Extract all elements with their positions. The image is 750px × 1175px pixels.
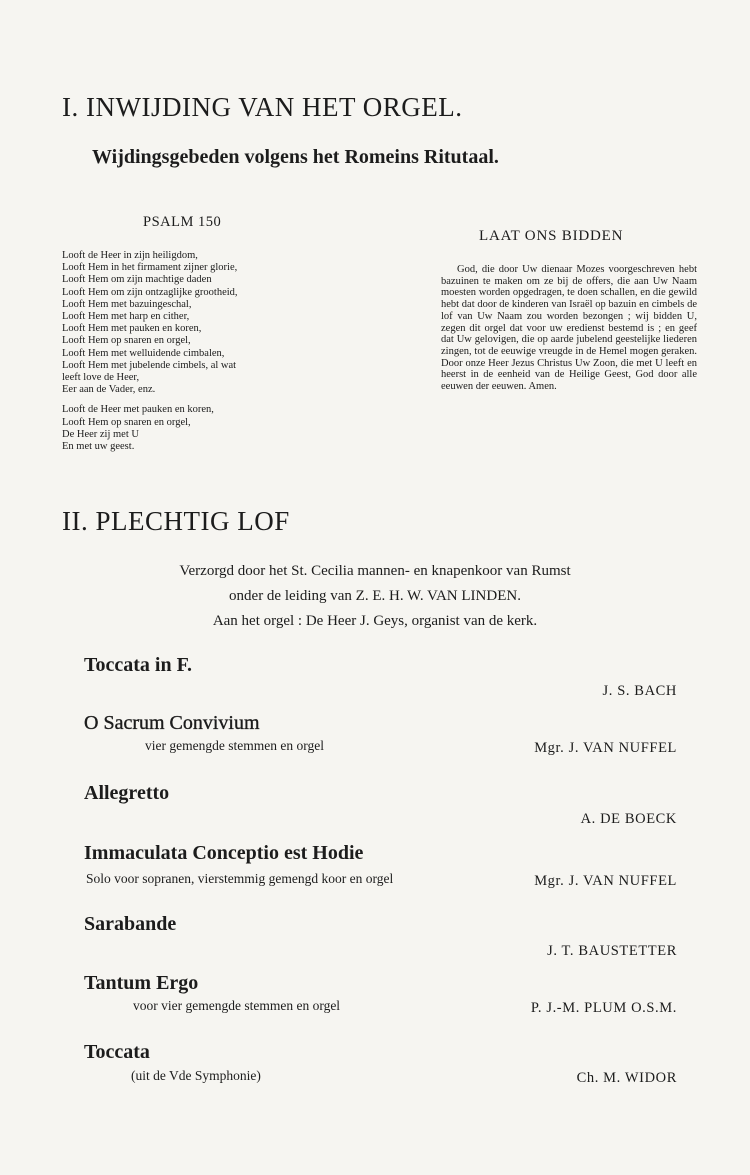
piece-title: O Sacrum Convivium xyxy=(84,712,260,734)
psalm-line: Looft Hem op snaren en orgel, xyxy=(62,335,191,347)
prayer-text: God, die door Uw dienaar Mozes voorgeschreven hebt bazuinen te maken om ze bij de offers, die aan Uw Naam moesten worden opgedragen, te doen schallen, en die gewild hebt dat door de kinderen van Israël op bazuin en cimbels de lof van Uw Naam zou worden bezongen ; wij bidden U, zegen dit orgel dat voor uw eredienst bestemd is ; en geef dat Uw gelovigen, die op aarde jubelend geestelijke liederen zingen, tot de eeuwige vreugde in de Hemel mogen geraken. Door onze Heer Jezus Christus Uw Zoon, die met U leeft en heerst in de eenheid van de Heilige Geest, God door alle eeuwen der eeuwen. Amen. xyxy=(441,264,697,393)
psalm-line: Eer aan de Vader, enz. xyxy=(62,384,156,396)
section-1-heading: I. INWIJDING VAN HET ORGEL. xyxy=(62,92,463,122)
psalm-line: Looft Hem om zijn ontzaglijke grootheid, xyxy=(62,286,238,298)
piece-composer: Mgr. J. VAN NUFFEL xyxy=(534,740,677,756)
psalm-line: Looft Hem in het firmament zijner glorie, xyxy=(62,262,238,274)
piece-title: Allegretto xyxy=(84,782,170,804)
piece-title: Tantum Ergo xyxy=(84,972,199,994)
piece-composer: Mgr. J. VAN NUFFEL xyxy=(534,873,677,889)
psalm-line: Looft Hem met bazuingeschal, xyxy=(62,298,192,310)
piece-composer: J. S. BACH xyxy=(602,683,677,699)
psalm-line: Looft Hem met pauken en koren, xyxy=(62,323,202,335)
section-2-heading: II. PLECHTIG LOF xyxy=(62,506,290,536)
prayer-title: LAAT ONS BIDDEN xyxy=(479,228,624,244)
psalm-title: PSALM 150 xyxy=(143,214,222,230)
section-1-subtitle: Wijdingsgebeden volgens het Romeins Ritutaal. xyxy=(92,146,499,168)
psalm-line: Looft Hem met welluidende cimbalen, xyxy=(62,347,225,359)
piece-subtitle: (uit de Vde Symphonie) xyxy=(131,1068,261,1083)
piece-composer: Ch. M. WIDOR xyxy=(576,1070,677,1086)
piece-subtitle: voor vier gemengde stemmen en orgel xyxy=(133,998,341,1013)
psalm-line: Looft Hem op snaren en orgel, xyxy=(62,416,191,428)
psalm-line: Looft de Heer in zijn heiligdom, xyxy=(62,250,198,261)
credits-line: Verzorgd door het St. Cecilia mannen- en knapenkoor van Rumst xyxy=(179,563,571,579)
psalm-line: De Heer zij met U xyxy=(62,428,139,440)
psalm-line: En met uw geest. xyxy=(62,441,135,453)
piece-title: Toccata xyxy=(84,1041,150,1063)
piece-subtitle: Solo voor sopranen, vierstemmig gemengd koor en orgel xyxy=(86,871,394,886)
piece-composer: J. T. BAUSTETTER xyxy=(547,943,677,959)
credits-line: onder de leiding van Z. E. H. W. VAN LINDEN. xyxy=(229,588,521,604)
psalm-line: leeft love de Heer, xyxy=(62,372,140,384)
psalm-text xyxy=(62,250,392,453)
psalm-line: Looft Hem om zijn machtige daden xyxy=(62,274,212,286)
piece-title: Toccata in F. xyxy=(84,654,192,676)
psalm-line: Looft de Heer met pauken en koren, xyxy=(62,404,214,416)
psalm-line: Looft Hem met jubelende cimbels, al wat xyxy=(62,359,237,371)
piece-title: Immaculata Conceptio est Hodie xyxy=(84,842,364,864)
psalm-line: Looft Hem met harp en cither, xyxy=(62,311,190,323)
piece-title: Sarabande xyxy=(84,913,177,935)
piece-composer: A. DE BOECK xyxy=(580,811,677,827)
piece-subtitle: vier gemengde stemmen en orgel xyxy=(145,738,324,753)
credits-line: Aan het orgel : De Heer J. Geys, organist van de kerk. xyxy=(212,613,538,629)
piece-composer: P. J.-M. PLUM O.S.M. xyxy=(530,1000,677,1016)
